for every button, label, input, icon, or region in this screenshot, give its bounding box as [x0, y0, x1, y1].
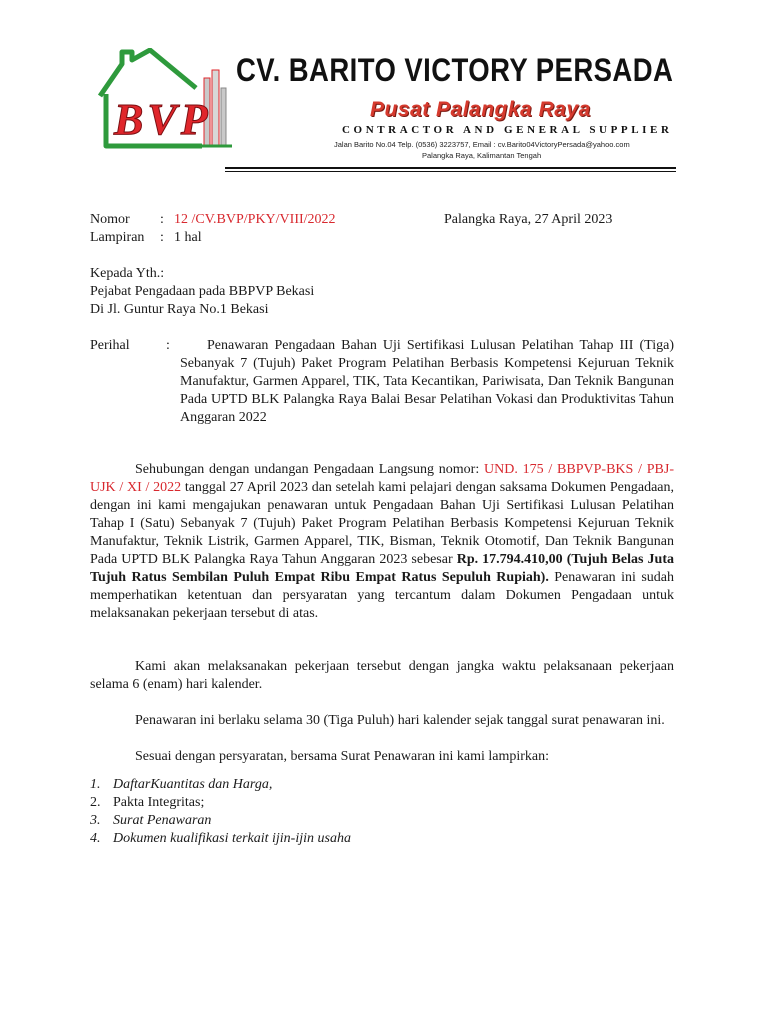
offer-amount: Rp. 17.794.410,00 (Tujuh Belas Juta Tujuh Ratus Sembilan Puluh Empat Ribu Empat Ratus Sepuluh Rupiah).	[90, 552, 674, 585]
recipient-name: Pejabat Pengadaan pada BBPVP Bekasi	[90, 284, 315, 299]
attachment-item: 2. Pakta Integritas;	[90, 795, 205, 810]
p1-text-c: Penawaran ini sudah memperhatikan ketentuan dan persyaratan yang tercantum dalam Dokumen Pengadaan untuk melaksanakan pekerjaan tersebut di atas.	[90, 570, 674, 621]
letterhead-rule-thick	[225, 167, 676, 169]
body-paragraph-3: Penawaran ini berlaku selama 30 (Tiga Puluh) hari kalender sejak tanggal surat penawaran ini.	[135, 713, 665, 728]
perihal-separator: :	[166, 338, 170, 353]
body-paragraph-1	[90, 461, 674, 623]
logo-letters: BVP	[114, 95, 212, 144]
recipient-salutation: Kepada Yth.:	[90, 266, 165, 281]
invitation-reference: UND. 175 / BBPVP-BKS / PBJ-UJK / XI / 2022	[90, 462, 674, 495]
company-branch: Pusat Palangka Raya	[370, 98, 591, 121]
company-address-line1: Jalan Barito No.04 Telp. (0536) 3223757, Email : cv.Barito04VictoryPersada@yahoo.com	[334, 140, 630, 149]
letter-date: Palangka Raya, 27 April 2023	[444, 212, 613, 227]
perihal-label: Perihal	[90, 338, 130, 353]
p1-text-b: tanggal 27 April 2023 dan setelah kami pelajari dengan saksama Dokumen Pengadaan, dengan ini kami mengajukan penawaran untuk Pengadaan Bahan Uji Sertifikasi Lulusan Pelatihan Tahap I (Satu) Sebanyak 7 (Tujuh) Paket Program Pelatihan Berbasis Kompetensi Kejuruan Teknik Manufaktur, Teknik Listrik, Garmen Apparel, TIK, Bisman, Teknik Otomotif, Dan Teknik Bangunan Pada UPTD BLK Palangka Raya Tahun Anggaran 2023 sebesar	[90, 480, 674, 567]
company-logo	[92, 48, 238, 154]
company-name: CV. BARITO VICTORY PERSADA	[236, 52, 674, 88]
perihal-text: Penawaran Pengadaan Bahan Uji Sertifikasi Lulusan Pelatihan Tahap III (Tiga) Sebanyak 7 (Tujuh) Paket Program Pelatihan Berbasis Kompetensi Kejuruan Teknik Manufaktur, Garmen Apparel, TIK, Tata Kecantikan, Pariwisata, Dan Teknik Bangunan Pada UPTD BLK Palangka Raya Balai Besar Pelatihan Vokasi dan Produktivitas Tahun Anggaran 2022	[180, 338, 674, 425]
body-paragraph-2: Kami akan melaksanakan pekerjaan tersebut dengan jangka waktu pelaksanaan pekerjaan selama 6 (enam) hari kalender.	[90, 659, 674, 692]
body-paragraph-4: Sesuai dengan persyaratan, bersama Surat Penawaran ini kami lampirkan:	[135, 749, 550, 764]
p1-text-a: Sehubungan dengan undangan Pengadaan Langsung nomor:	[135, 462, 485, 477]
attachment-item: 3. Surat Penawaran	[90, 813, 212, 828]
nomor-label: Nomor	[90, 212, 130, 227]
letterhead-rule-thin	[225, 171, 676, 172]
company-tagline: CONTRACTOR AND GENERAL SUPPLIER	[342, 124, 673, 136]
lampiran-value: 1 hal	[174, 230, 202, 245]
attachment-item: 4. Dokumen kualifikasi terkait ijin-ijin usaha	[90, 831, 351, 846]
lampiran-separator: :	[160, 230, 164, 245]
letterhead	[0, 0, 768, 175]
lampiran-label: Lampiran	[90, 230, 145, 245]
nomor-separator: :	[160, 212, 164, 227]
company-address-line2: Palangka Raya, Kalimantan Tengah	[422, 151, 542, 160]
nomor-value: 12 /CV.BVP/PKY/VIII/2022	[174, 212, 336, 227]
recipient-address: Di Jl. Guntur Raya No.1 Bekasi	[90, 302, 269, 317]
attachment-item: 1. DaftarKuantitas dan Harga,	[90, 777, 273, 792]
